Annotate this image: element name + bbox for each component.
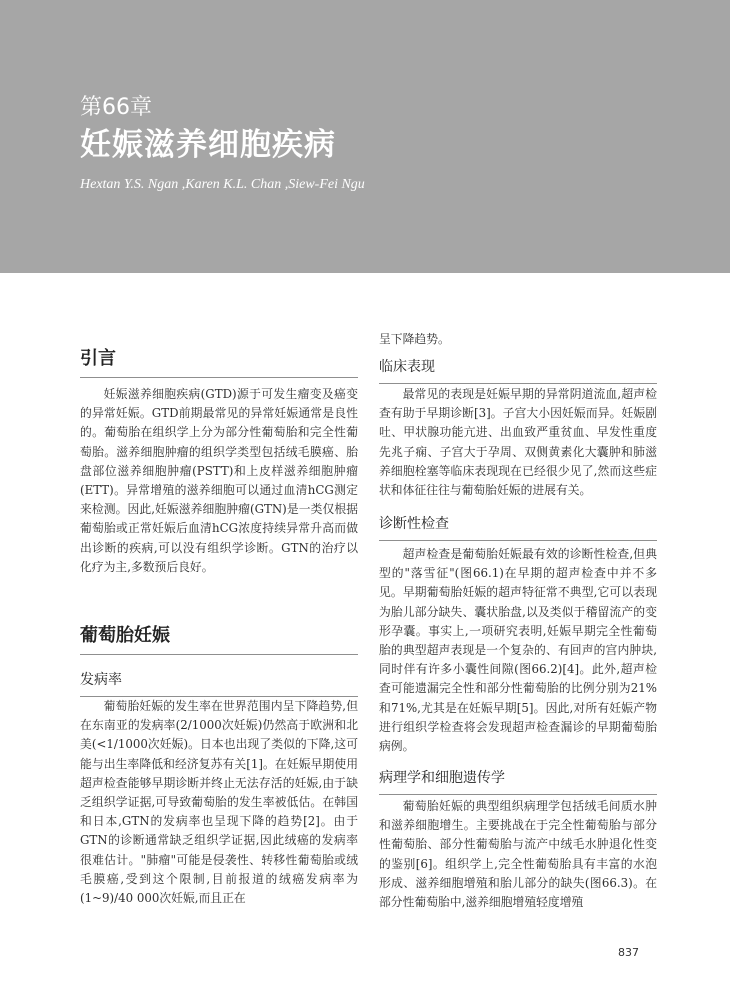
diagnostic-paragraph: 超声检查是葡萄胎妊娠最有效的诊断性检查,但典型的"落雪征"(图66.1)在早期的超声检查中并不多见。早期葡萄胎妊娠的超声特征常不典型,它可以表现为胎儿部分缺失、囊状胎盘,以及类似于稽留流产的变形孕囊。事实上,一项研究表明,妊娠早期完全性葡萄胎的典型超声表现是一个复杂的、有回声的宫内肿块,同时伴有许多小囊性间隙(图66.2)[4]。此外,超声检查可能遗漏完全性和部分性葡萄胎的比例分别为21%和71%,尤其是在妊娠早期[5]。因此,对所有妊娠产物进行组织学检查将会发现超声检查漏诊的早期葡萄胎病例。 [379,547,657,754]
incidence-heading-block [80,669,358,697]
clinical-heading-block [379,356,657,384]
pathology-heading-block [379,767,657,795]
incidence-paragraph: 葡萄胎妊娠的发生率在世界范围内呈下降趋势,但在东南亚的发病率(2/1000次妊娠)仍然高于欧洲和北美(<1/1000次妊娠)。日本也出现了类似的下降,这可能与出生率降低和经济复苏有关[1]。在妊娠早期使用超声检查能够早期诊断并终止无法存活的妊娠,由于缺乏组织学证据,可导致葡萄胎的发生率被低估。在韩国和日本,GTN的发病率也呈现下降的趋势[2]。由于GTN的诊断通常缺乏组织学证据,因此绒癌的发病率很难估计。"肺瘤"可能是侵袭性、转移性葡萄胎或绒毛膜癌,受到这个限制,目前报道的绒癌发病率为(1~9)/40 000次妊娠,而且正在 [80,699,358,906]
chapter-title: 妊娠滋养细胞疾病 [80,127,336,163]
pathology-heading: 病理学和细胞遗传学 [379,770,505,786]
pathology-paragraph: 葡萄胎妊娠的典型组织病理学包括绒毛间质水肿和滋养细胞增生。主要挑战在于完全性葡萄胎与部分性葡萄胎、部分性葡萄胎与流产中绒毛水肿退化性变的鉴别[6]。组织学上,完全性葡萄胎具有丰富的水泡形成、滋养细胞增殖和胎儿部分的缺失(图66.3)。在部分性葡萄胎中,滋养细胞增殖轻度增殖 [379,799,657,910]
diagnostic-heading: 诊断性检查 [379,516,449,532]
chapter-authors: Hextan Y.S. Ngan ,Karen K.L. Chan ,Siew-Fei Ngu [80,177,365,192]
diagnostic-heading-block [379,513,657,541]
mole-heading: 葡萄胎妊娠 [80,625,170,646]
mole-heading-block [80,621,358,655]
heading-divider [379,794,657,795]
clinical-paragraph: 最常见的表现是妊娠早期的异常阴道流血,超声检查有助于早期诊断[3]。子宫大小因妊娠而异。妊娠剧吐、甲状腺功能亢进、出血致严重贫血、早发性重度先兆子痫、子宫大于孕周、双侧黄素化大囊肿和肺滋养细胞栓塞等临床表现现在已经很少见了,然而这些症状和体征往往与葡萄胎妊娠的进展有关。 [379,387,657,498]
chapter-number: 第66章 [80,95,152,120]
heading-divider [80,654,358,655]
intro-paragraph: 妊娠滋养细胞疾病(GTD)源于可发生瘤变及癌变的异常妊娠。GTD前期最常见的异常妊娠通常是良性的。葡萄胎在组织学上分为部分性葡萄胎和完全性葡萄胎。滋养细胞肿瘤的组织学类型包括绒毛膜癌、胎盘部位滋养细胞肿瘤(PSTT)和上皮样滋养细胞肿瘤(ETT)。异常增殖的滋养细胞可以通过血清hCG测定来检测。因此,妊娠滋养细胞肿瘤(GTN)是一类仅根据葡萄胎或正常妊娠后血清hCG浓度持续异常升高而做出诊断的疾病,可以没有组织学诊断。GTN的治疗以化疗为主,多数预后良好。 [80,387,358,574]
intro-heading-block [80,344,358,378]
chapter-header-band [0,0,730,273]
heading-divider [379,383,657,384]
heading-divider [80,377,358,378]
clinical-heading: 临床表现 [379,359,435,375]
incidence-heading: 发病率 [80,672,122,688]
intro-heading: 引言 [80,348,116,369]
continued-text: 呈下降趋势。 [379,332,450,346]
heading-divider [379,540,657,541]
page-number: 837 [618,946,639,959]
